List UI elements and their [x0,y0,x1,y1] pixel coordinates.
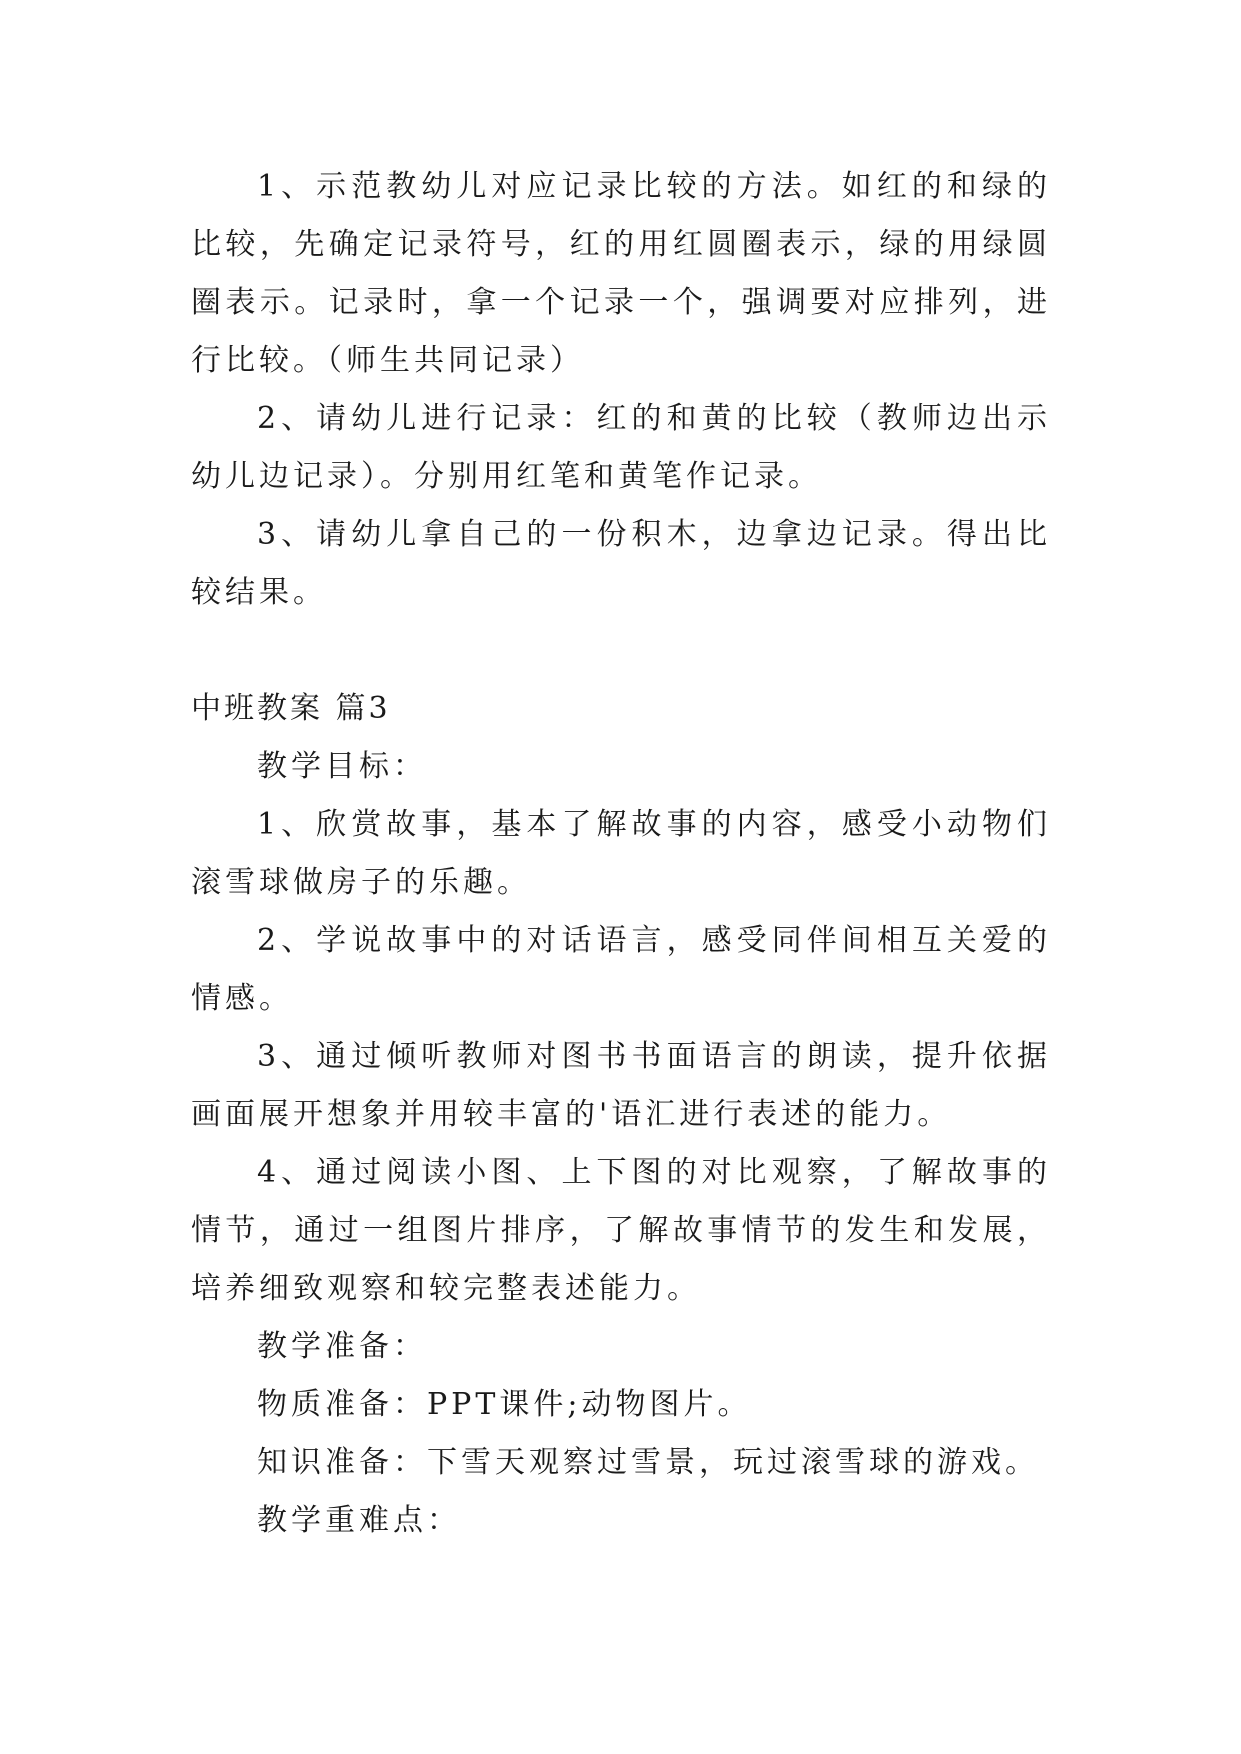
section-title: 中班教案 篇3 [191,691,391,726]
preparation-heading: 教学准备： [257,1329,427,1364]
goals-heading: 教学目标： [257,749,427,784]
goal-item-1: 1、欣赏故事，基本了解故事的内容，感受小动物们滚雪球做房子的乐趣。 [191,807,1051,900]
document-body [191,158,1051,1550]
material-preparation: 物质准备：PPT课件;动物图片。 [257,1387,752,1422]
key-points-heading: 教学重难点： [257,1503,461,1538]
paragraph-blocks-result: 3、请幼儿拿自己的一份积木，边拿边记录。得出比较结果。 [191,517,1051,610]
paragraph-record-method: 1、示范教幼儿对应记录比较的方法。如红的和绿的比较，先确定记录符号，红的用红圆圈表示，绿的用绿圆圈表示。记录时，拿一个记录一个，强调要对应排列，进行比较。（师生共同记录） [191,169,1051,378]
goal-item-4: 4、通过阅读小图、上下图的对比观察，了解故事的情节，通过一组图片排序，了解故事情节的发生和发展，培养细致观察和较完整表述能力。 [191,1155,1051,1306]
paragraph-child-record: 2、请幼儿进行记录：红的和黄的比较（教师边出示幼儿边记录）。分别用红笔和黄笔作记录。 [191,401,1051,494]
goal-item-3: 3、通过倾听教师对图书书面语言的朗读，提升依据画面展开想象并用较丰富的'语汇进行表述的能力。 [191,1039,1051,1132]
goal-item-2: 2、学说故事中的对话语言，感受同伴间相互关爱的情感。 [191,923,1051,1016]
section-spacer [191,622,1051,680]
knowledge-preparation: 知识准备：下雪天观察过雪景，玩过滚雪球的游戏。 [257,1445,1039,1480]
